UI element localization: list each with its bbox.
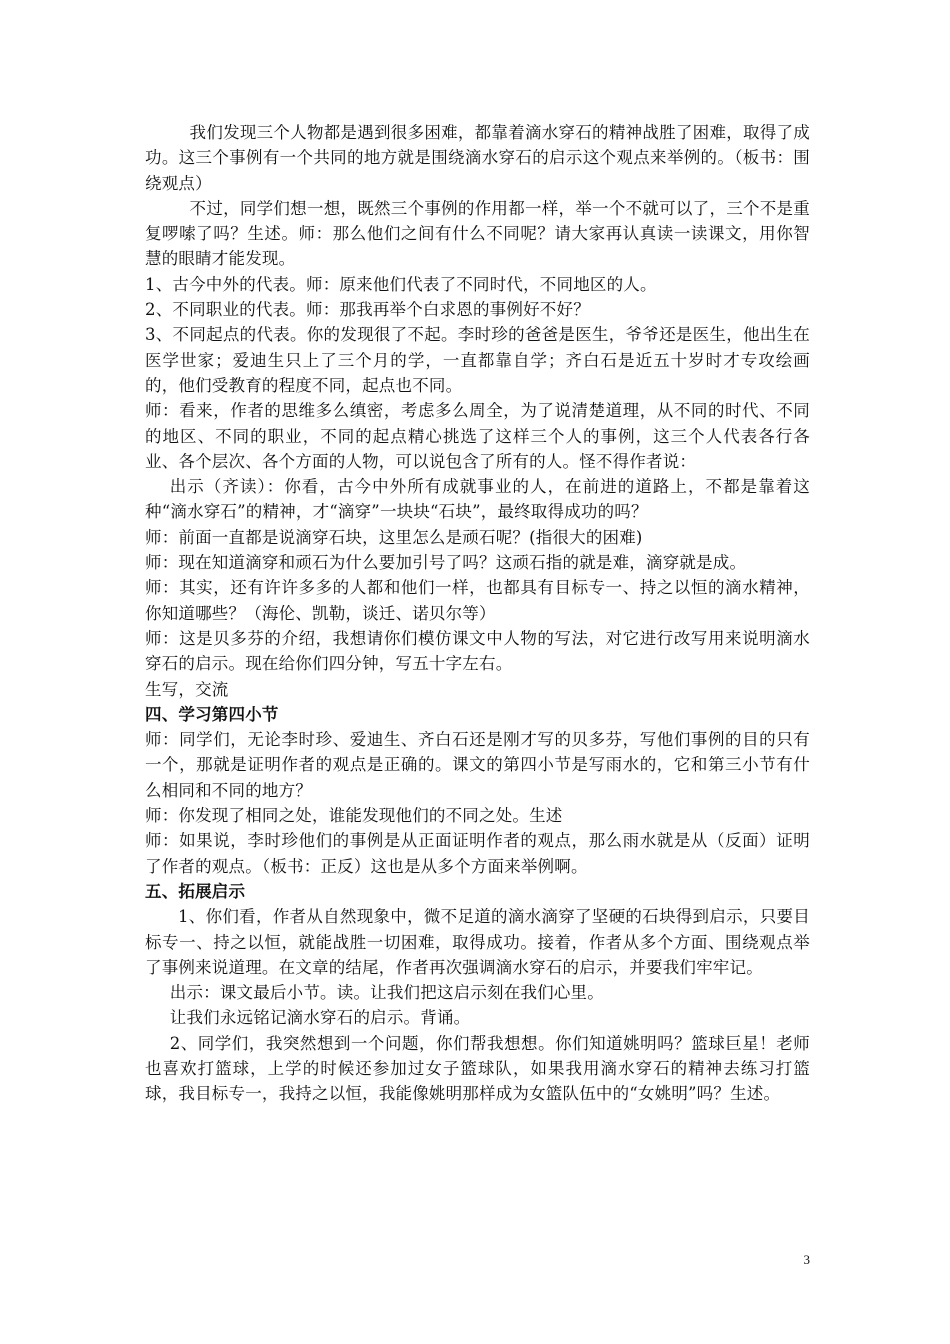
paragraph: 让我们永远铭记滴水穿石的启示。背诵。 <box>169 1008 471 1028</box>
paragraph: 出示（齐读）：你看，古今中外所有成就事业的人，在前进的道路上，不都是靠着这种“滴水穿石”的精神，才“滴穿”一块块“石块”，最终取得成功的吗？ <box>145 477 810 522</box>
paragraph: 不过，同学们想一想，既然三个事例的作用都一样，举一个不就可以了，三个不是重复啰嗦了吗？生述。师：那么他们之间有什么不同呢？请大家再认真读一读课文，用你智慧的眼睛才能发现。 <box>145 198 810 269</box>
paragraph: 我们发现三个人物都是遇到很多困难，都靠着滴水穿石的精神战胜了困难，取得了成功。这三个事例有一个共同的地方就是围绕滴水穿石的启示这个观点来举例的。（板书：围绕观点） <box>145 123 810 193</box>
paragraph: 1、你们看，作者从自然现象中，微不足道的滴水滴穿了坚硬的石块得到启示，只要目标专一、持之以恒，就能战胜一切困难，取得成功。接着，作者从多个方面、围绕观点举了事例来说道理。在文章的结尾，作者再次强调滴水穿石的启示，并要我们牢牢记。 <box>145 907 810 977</box>
paragraph: 2、同学们，我突然想到一个问题，你们帮我想想。你们知道姚明吗？篮球巨星！老师也喜欢打篮球，上学的时候还参加过女子篮球队，如果我用滴水穿石的精神去练习打篮球，我目标专一，我持之以恒，我能像姚明那样成为女篮队伍中的“女姚明”吗？生述。 <box>145 1033 810 1104</box>
paragraph: 师：现在知道滴穿和顽石为什么要加引号了吗？这顽石指的就是难，滴穿就是成。 <box>145 553 747 573</box>
paragraph: 师：看来，作者的思维多么缜密，考虑多么周全，为了说清楚道理，从不同的时代、不同的地区、不同的职业，不同的起点精心挑选了这样三个人的事例，这三个人代表各行各业、各个层次、各个方面的人物，可以说包含了所有的人。怪不得作者说： <box>145 401 810 471</box>
paragraph: 师：同学们，无论李时珍、爱迪生、齐白石还是刚才写的贝多芬，写他们事例的目的只有一个，那就是证明作者的观点是正确的。课文的第四小节是写雨水的，它和第三小节有什么相同和不同的地方？ <box>145 730 810 800</box>
list-item: 1、古今中外的代表。师：原来他们代表了不同时代，不同地区的人。 <box>145 274 657 294</box>
paragraph: 师：你发现了相同之处，谁能发现他们的不同之处。生述 <box>145 806 563 826</box>
page-number: 3 <box>803 1252 810 1267</box>
paragraph: 出示：课文最后小节。读。让我们把这启示刻在我们心里。 <box>169 983 604 1003</box>
section-heading: 五、拓展启示 <box>145 881 246 901</box>
list-item: 2、不同职业的代表。师：那我再举个白求恩的事例好不好？ <box>145 300 590 320</box>
document-body <box>145 120 810 1107</box>
paragraph: 生写，交流 <box>145 679 229 699</box>
paragraph: 师：这是贝多芬的介绍，我想请你们模仿课文中人物的写法，对它进行改写用来说明滴水穿石的启示。现在给你们四分钟，写五十字左右。 <box>145 628 810 674</box>
paragraph: 师：如果说，李时珍他们的事例是从正面证明作者的观点，那么雨水就是从（反面）证明了作者的观点。（板书：正反）这也是从多个方面来举例啊。 <box>145 831 810 876</box>
section-heading: 四、学习第四小节 <box>145 704 279 724</box>
paragraph: 师：其实，还有许许多多的人都和他们一样，也都具有目标专一、持之以恒的滴水精神，你知道哪些？（海伦、凯勒，谈迁、诺贝尔等） <box>145 578 810 623</box>
paragraph: 师：前面一直都是说滴穿石块，这里怎么是顽石呢？(指很大的困难) <box>145 527 643 547</box>
list-item: 3、不同起点的代表。你的发现很了不起。李时珍的爸爸是医生，爷爷还是医生，他出生在医学世家；爱迪生只上了三个月的学，一直都靠自学；齐白石是近五十岁时才专攻绘画的，他们受教育的程度不同，起点也不同。 <box>145 325 810 395</box>
